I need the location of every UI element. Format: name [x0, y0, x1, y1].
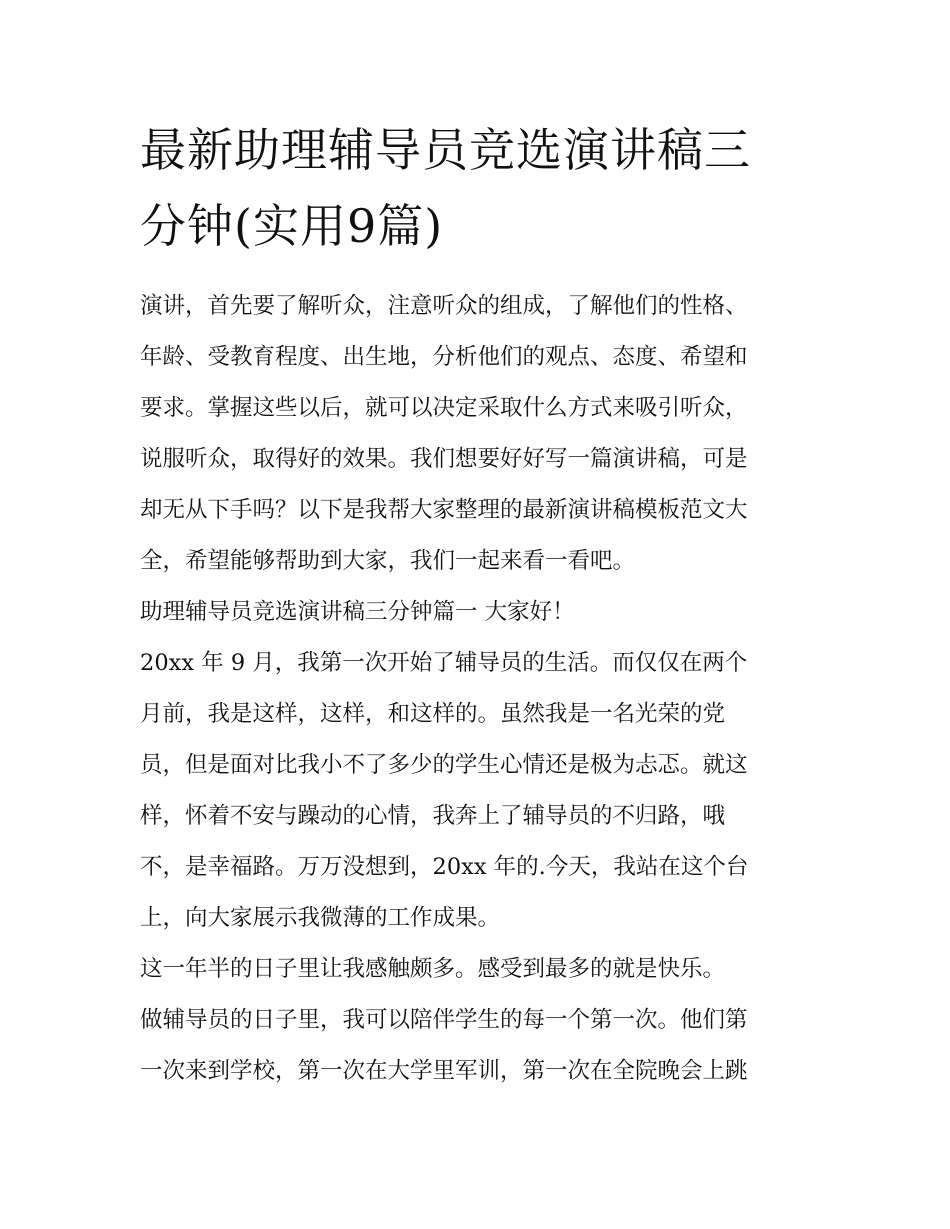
- text-line: 年龄、受教育程度、出生地，分析他们的观点、态度、希望和: [140, 344, 748, 370]
- paragraph-intro: [140, 281, 820, 587]
- document-title: [140, 112, 820, 264]
- text-line: 员，但是面对比我小不了多少的学生心情还是极为忐忑。就这: [140, 752, 748, 778]
- text-line: 做辅导员的日子里，我可以陪伴学生的每一个第一次。他们第: [140, 1007, 748, 1033]
- paragraph-body-1: [140, 638, 820, 944]
- text-line: 上，向大家展示我微薄的工作成果。: [140, 905, 501, 931]
- text-line: 要求。掌握这些以后，就可以决定采取什么方式来吸引听众，: [140, 395, 748, 421]
- text-line: 一次来到学校，第一次在大学里军训，第一次在全院晚会上跳: [140, 1058, 748, 1084]
- text-line: 说服听众，取得好的效果。我们想要好好写一篇演讲稿，可是: [140, 446, 748, 472]
- text-line: 样，怀着不安与躁动的心情，我奔上了辅导员的不归路，哦: [140, 803, 726, 829]
- text-line: 这一年半的日子里让我感触颇多。感受到最多的就是快乐。: [140, 956, 726, 982]
- text-line: 月前，我是这样，这样，和这样的。虽然我是一名光荣的党: [140, 701, 726, 727]
- text-line: 20xx 年 9 月，我第一次开始了辅导员的生活。而仅仅在两个: [140, 650, 748, 676]
- text-line: 演讲，首先要了解听众，注意听众的组成，了解他们的性格、: [140, 293, 748, 319]
- text-line: 却无从下手吗？以下是我帮大家整理的最新演讲稿模板范文大: [140, 497, 748, 523]
- text-line: 助理辅导员竞选演讲稿三分钟篇一 大家好！: [140, 599, 575, 625]
- paragraph-body-2: [140, 944, 820, 995]
- title-line: 分钟(实用9篇): [140, 199, 444, 253]
- title-line: 最新助理辅导员竞选演讲稿三: [140, 123, 751, 177]
- text-line: 不，是幸福路。万万没想到，20xx 年的.今天，我站在这个台: [140, 854, 749, 880]
- document-body: [140, 281, 820, 1097]
- paragraph-heading: [140, 587, 820, 638]
- paragraph-body-3: [140, 995, 820, 1097]
- text-line: 全，希望能够帮助到大家，我们一起来看一看吧。: [140, 548, 636, 574]
